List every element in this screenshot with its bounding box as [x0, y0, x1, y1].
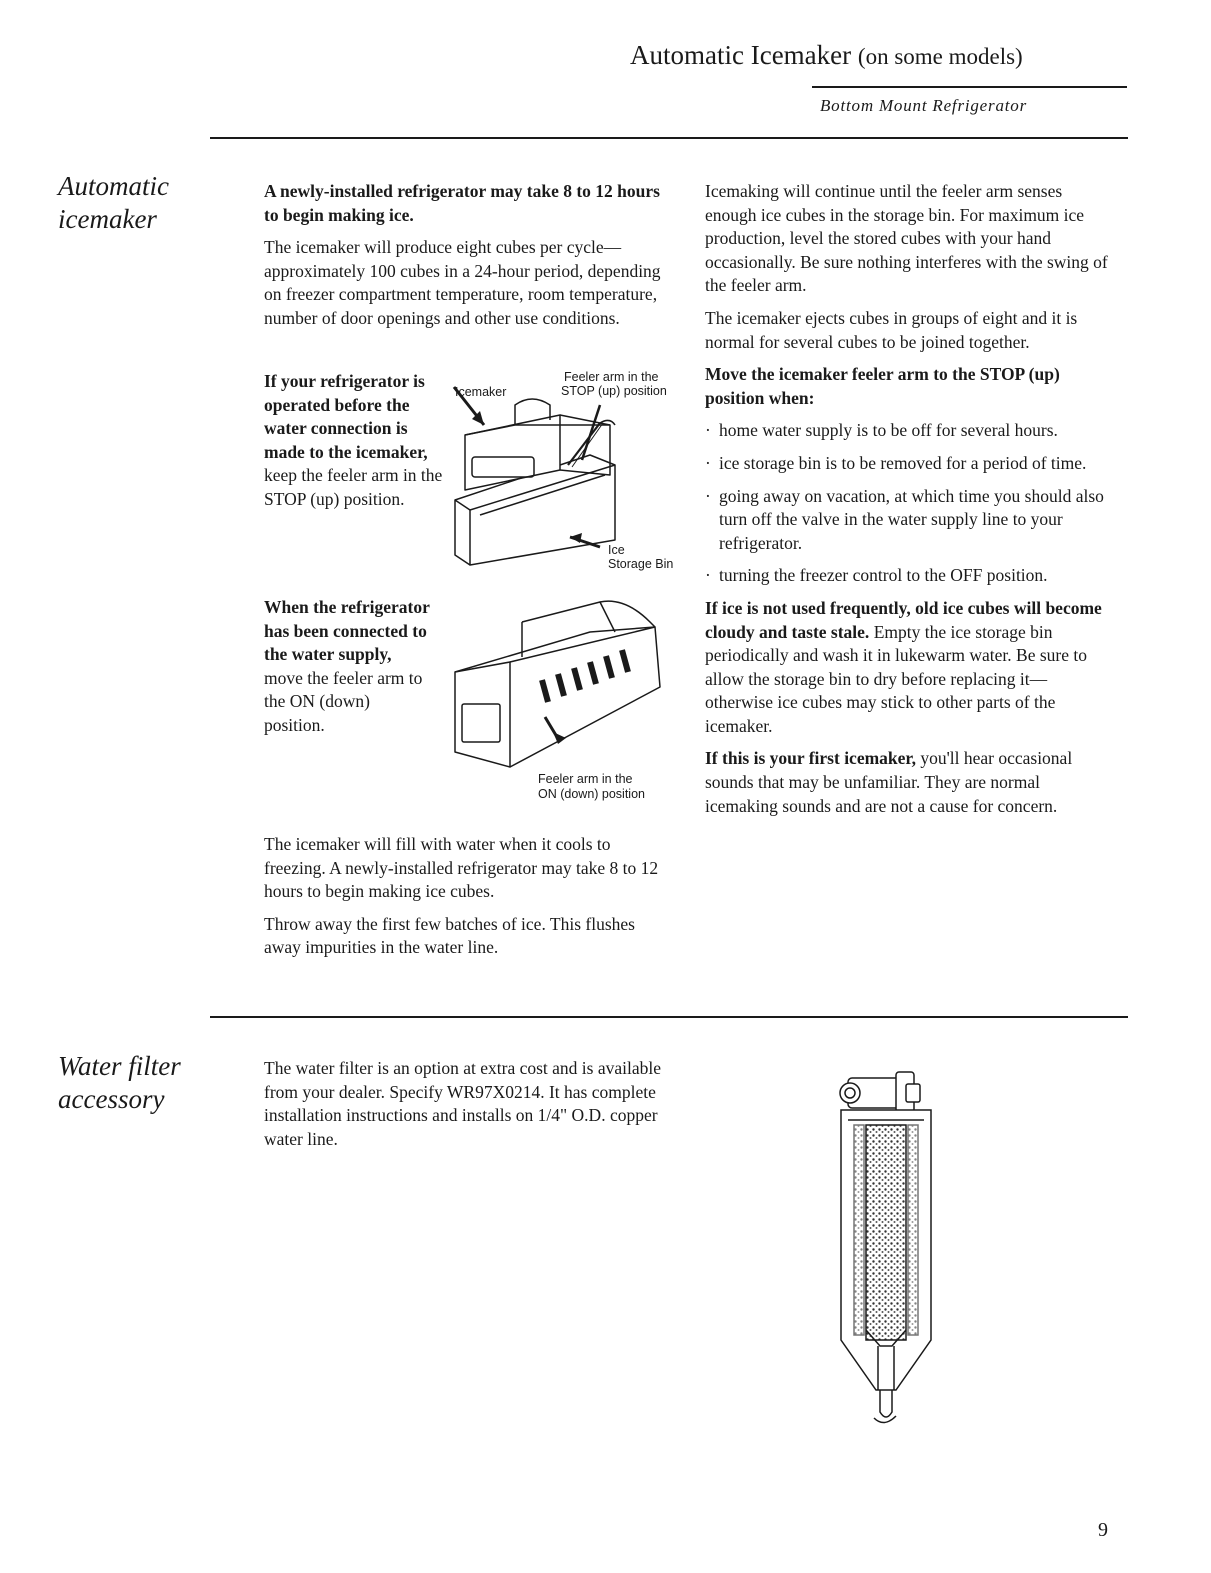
after-connection-bold: When the refrigerator has been connected to the water supply,	[264, 597, 430, 665]
throw-away-paragraph: Throw away the first few batches of ice. This flushes away impurities in the water line.	[264, 913, 635, 958]
filter-heading-line1: Water filter	[58, 1051, 181, 1081]
icemaker-on-illustration	[450, 592, 680, 782]
icemaker-heading-line1: Automatic	[58, 171, 169, 201]
bullet-item: · turning the freezer control to the OFF position.	[705, 565, 1048, 586]
bullet-item: · going away on vacation, at which time you should also turn off the valve in the water supply line to your refrigerator.	[705, 485, 1104, 553]
water-filter-text: The water filter is an option at extra cost and is available from your dealer. Specify WR97X0214. It has complete installation instructions and installs on 1/4" O.D. copper water line.	[264, 1058, 662, 1149]
label-feeler-on-line2: ON (down) position	[538, 787, 645, 801]
filter-heading-line2: accessory	[58, 1084, 165, 1114]
before-connection-text: keep the feeler arm in the STOP (up) position.	[264, 465, 443, 509]
icemaker-intro-column	[264, 180, 676, 340]
label-feeler-stop-line2: STOP (up) position	[561, 384, 667, 398]
fill-paragraph: The icemaker will fill with water when it cools to freezing. A newly-installed refrigerator may take 8 to 12 hours to begin making ice cubes.	[264, 834, 659, 902]
icemaker-section-heading	[58, 170, 169, 236]
bullet-item: · home water supply is to be off for several hours.	[705, 420, 1058, 441]
first-icemaker-paragraph	[705, 747, 1115, 818]
section-divider-bottom	[210, 1016, 1128, 1018]
stale-ice-paragraph	[705, 597, 1115, 739]
after-connection-text: move the feeler arm to the ON (down) position.	[264, 667, 423, 735]
first-icemaker-text: you'll hear occasional sounds that may be unfamiliar. They are normal icemaking sounds and are not a cause for concern.	[705, 748, 1073, 816]
page-number: 9	[1098, 1519, 1108, 1541]
water-filter-illustration	[836, 1050, 946, 1440]
page-subtitle: Bottom Mount Refrigerator	[820, 96, 1027, 115]
section-divider-top	[210, 137, 1128, 139]
bullet-item: · ice storage bin is to be removed for a period of time.	[705, 452, 1087, 473]
first-icemaker-bold: If this is your first icemaker,	[705, 748, 916, 769]
icemaker-heading-line2: icemaker	[58, 204, 157, 234]
stop-position-heading: Move the icemaker feeler arm to the STOP (up) position when:	[705, 364, 1060, 408]
ejects-cubes-paragraph: The icemaker ejects cubes in groups of eight and it is normal for several cubes to be joined together.	[705, 307, 1078, 352]
header-divider	[812, 86, 1127, 88]
title-main: Automatic Icemaker	[630, 40, 852, 70]
label-bin-line1: Ice	[608, 543, 625, 557]
stale-ice-text: Empty the ice storage bin periodically and wash it in lukewarm water. Be sure to allow the storage bin to dry before replacing it—otherwise ice cubes may stick to other parts of the icemaker.	[705, 621, 1087, 736]
production-paragraph: The icemaker will produce eight cubes per cycle—approximately 100 cubes in a 24-hour period, depending on freezer compartment temperature, room temperature, number of door openings and other use conditions.	[264, 237, 661, 328]
after-connection-note	[264, 596, 432, 738]
water-filter-section-heading	[58, 1050, 181, 1116]
label-feeler-on-line1: Feeler arm in the	[538, 772, 633, 786]
icemaker-right-column	[705, 180, 1115, 827]
label-feeler-stop-line1: Feeler arm in the	[564, 370, 659, 384]
before-connection-bold: If your refrigerator is operated before the water connection is made to the icemaker,	[264, 371, 428, 462]
intro-bold-paragraph: A newly-installed refrigerator may take 8 to 12 hours to begin making ice.	[264, 181, 660, 225]
before-connection-note	[264, 370, 444, 512]
stale-ice-bold: If ice is not used frequently, old ice cubes will become cloudy and taste stale.	[705, 597, 1102, 642]
icemaker-fill-column	[264, 833, 676, 969]
icemaking-continue-paragraph: Icemaking will continue until the feeler arm senses enough ice cubes in the storage bin. For maximum ice production, level the stored cubes with your hand occasionally. Be sure nothing interferes with the swing of the feeler arm.	[705, 181, 1108, 296]
title-suffix: (on some models)	[857, 44, 1023, 69]
page-title	[630, 40, 1023, 71]
label-icemaker: Icemaker	[455, 385, 507, 399]
label-bin-line2: Storage Bin	[608, 557, 674, 571]
